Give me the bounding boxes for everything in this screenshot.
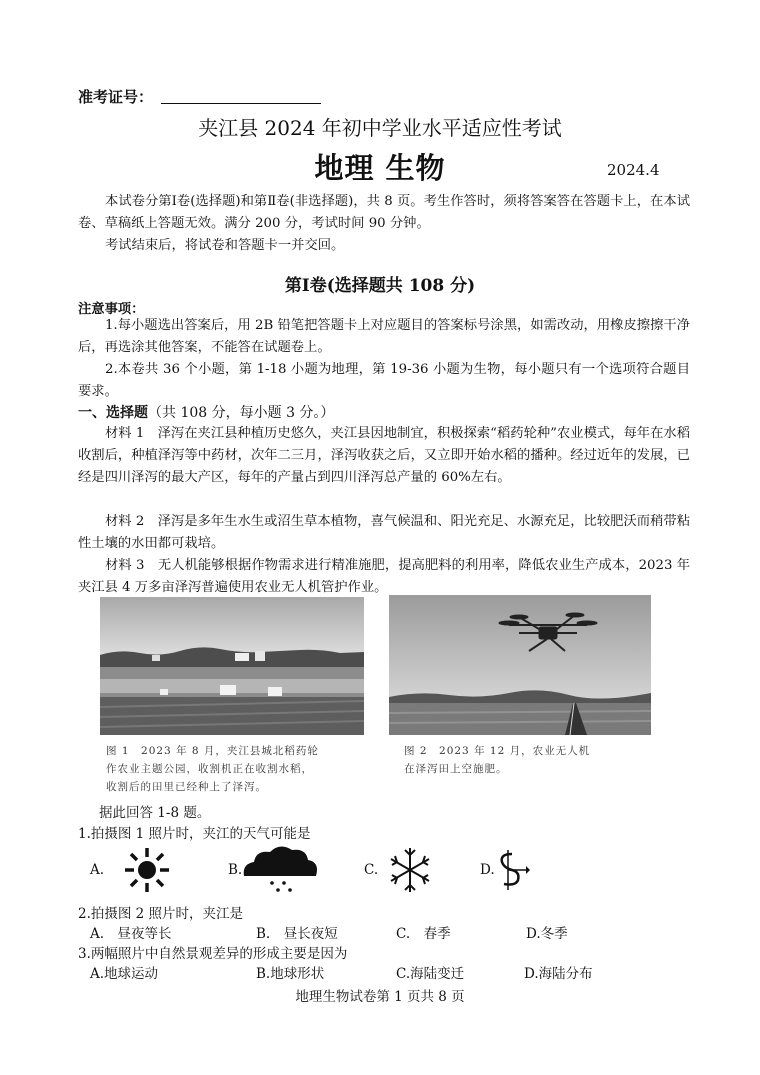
question-3-option-a[interactable]: A.地球运动 bbox=[90, 966, 159, 982]
notice-item-1: 1.每小题选出答案后，用 2B 铅笔把答题卡上对应题目的答案标号涂黑，如需改动，用橡皮擦擦干净后，再选涂其他答案，不能答在试题卷上。 bbox=[78, 318, 690, 355]
snowflake-icon bbox=[386, 846, 434, 898]
option-label: A. bbox=[90, 862, 105, 878]
material-1: 材料 1 泽泻在夹江县种植历史悠久，夹江县因地制宜，积极探索“稻药轮种”农业模式，每年在水稻收割后，种植泽泻等中药材，次年二三月，泽泻收获之后，又立即开始水稻的播种。经过近年的发展，已经是四川泽泻的最大产区，每年的产量占到四川泽泻总产量的 60%左右。 bbox=[78, 426, 690, 485]
figure-1-caption-line: 图 1 2023 年 8 月，夹江县城北稻药轮 bbox=[106, 745, 319, 757]
question-2-option-a[interactable]: A. 昼夜等长 bbox=[90, 926, 172, 942]
material-3: 材料 3 无人机能够根据作物需求进行精准施肥，提高肥料的利用率，降低农业生产成本，2023 年夹江县 4 万多亩泽泻普遍使用农业无人机管护作业。 bbox=[78, 558, 690, 595]
figure-2-caption bbox=[404, 742, 644, 778]
material-2: 材料 2 泽泻是多年生水生或沼生草本植物，喜气候温和、阳光充足、水源充足，比较肥沃而稍带粘性土壤的水田都可栽培。 bbox=[78, 514, 690, 551]
figure-1-caption bbox=[106, 742, 368, 796]
question-3-option-c[interactable]: C.海陆变迁 bbox=[396, 966, 465, 982]
figure-2-drone-photo bbox=[389, 595, 651, 735]
sun-icon bbox=[123, 846, 171, 898]
section-title: 第Ⅰ卷(选择题共 108 分) bbox=[284, 276, 476, 296]
question-1-option-c[interactable] bbox=[364, 862, 378, 878]
windsock-icon bbox=[494, 848, 530, 896]
exam-title: 夹江县 2024 年初中学业水平适应性考试 bbox=[198, 116, 562, 140]
part-label: 一、选择题 bbox=[78, 405, 148, 421]
question-3-stem: 3.两幅照片中自然景观差异的形成主要是因为 bbox=[78, 946, 348, 962]
question-1-stem: 1.拍摄图 1 照片时，夹江的天气可能是 bbox=[78, 826, 311, 842]
question-2-option-c[interactable]: C. 春季 bbox=[396, 926, 451, 942]
notice-title: 注意事项： bbox=[78, 302, 145, 317]
hail-cloud-icon bbox=[240, 842, 320, 898]
part-score-note: （共 108 分，每小题 3 分。） bbox=[148, 405, 335, 421]
question-3-option-b[interactable]: B.地球形状 bbox=[256, 966, 325, 982]
option-label: B. bbox=[228, 862, 243, 878]
figure-1-caption-line: 收割后的田里已经种上了泽泻。 bbox=[106, 781, 267, 793]
option-label: C. bbox=[364, 862, 379, 878]
notice-item-2: 2.本卷共 36 个小题，第 1-18 小题为地理，第 19-36 小题为生物，每小题只有一个选项符合题目要求。 bbox=[78, 362, 690, 399]
figure-1-caption-line: 作农业主题公园，收割机正在收割水稻， bbox=[106, 763, 313, 775]
ticket-number-label: 准考证号： bbox=[78, 88, 154, 106]
question-1-option-a[interactable] bbox=[90, 862, 104, 878]
exam-date: 2024.4 bbox=[607, 161, 660, 179]
question-2-option-b[interactable]: B. 昼长夜短 bbox=[256, 926, 338, 942]
question-3-option-d[interactable]: D.海陆分布 bbox=[524, 966, 593, 982]
part-heading bbox=[78, 402, 334, 422]
intro-closing: 考试结束后，将试卷和答题卡一并交回。 bbox=[105, 238, 345, 253]
page-footer: 地理生物试卷第 1 页共 8 页 bbox=[295, 989, 465, 1005]
exam-subject: 地理 生物 bbox=[314, 151, 446, 185]
question-2-option-d[interactable]: D.冬季 bbox=[526, 926, 568, 942]
figure-2-caption-line: 图 2 2023 年 12 月，农业无人机 bbox=[404, 745, 591, 757]
question-1-option-d[interactable] bbox=[480, 862, 495, 878]
intro-paragraph: 本试卷分第Ⅰ卷(选择题)和第Ⅱ卷(非选择题)，共 8 页。考生作答时，须将答案答在答题卡上，在本试卷、草稿纸上答题无效。满分 200 分，考试时间 90 分钟。 bbox=[78, 194, 690, 231]
figure-1-harvest-photo bbox=[100, 597, 364, 735]
questions-lead: 据此回答 1-8 题。 bbox=[99, 805, 211, 821]
figure-2-caption-line: 在泽泻田上空施肥。 bbox=[404, 763, 508, 775]
ticket-number-blank[interactable] bbox=[161, 103, 321, 104]
question-2-stem: 2.拍摄图 2 照片时，夹江是 bbox=[78, 906, 244, 922]
option-label: D. bbox=[480, 862, 495, 878]
